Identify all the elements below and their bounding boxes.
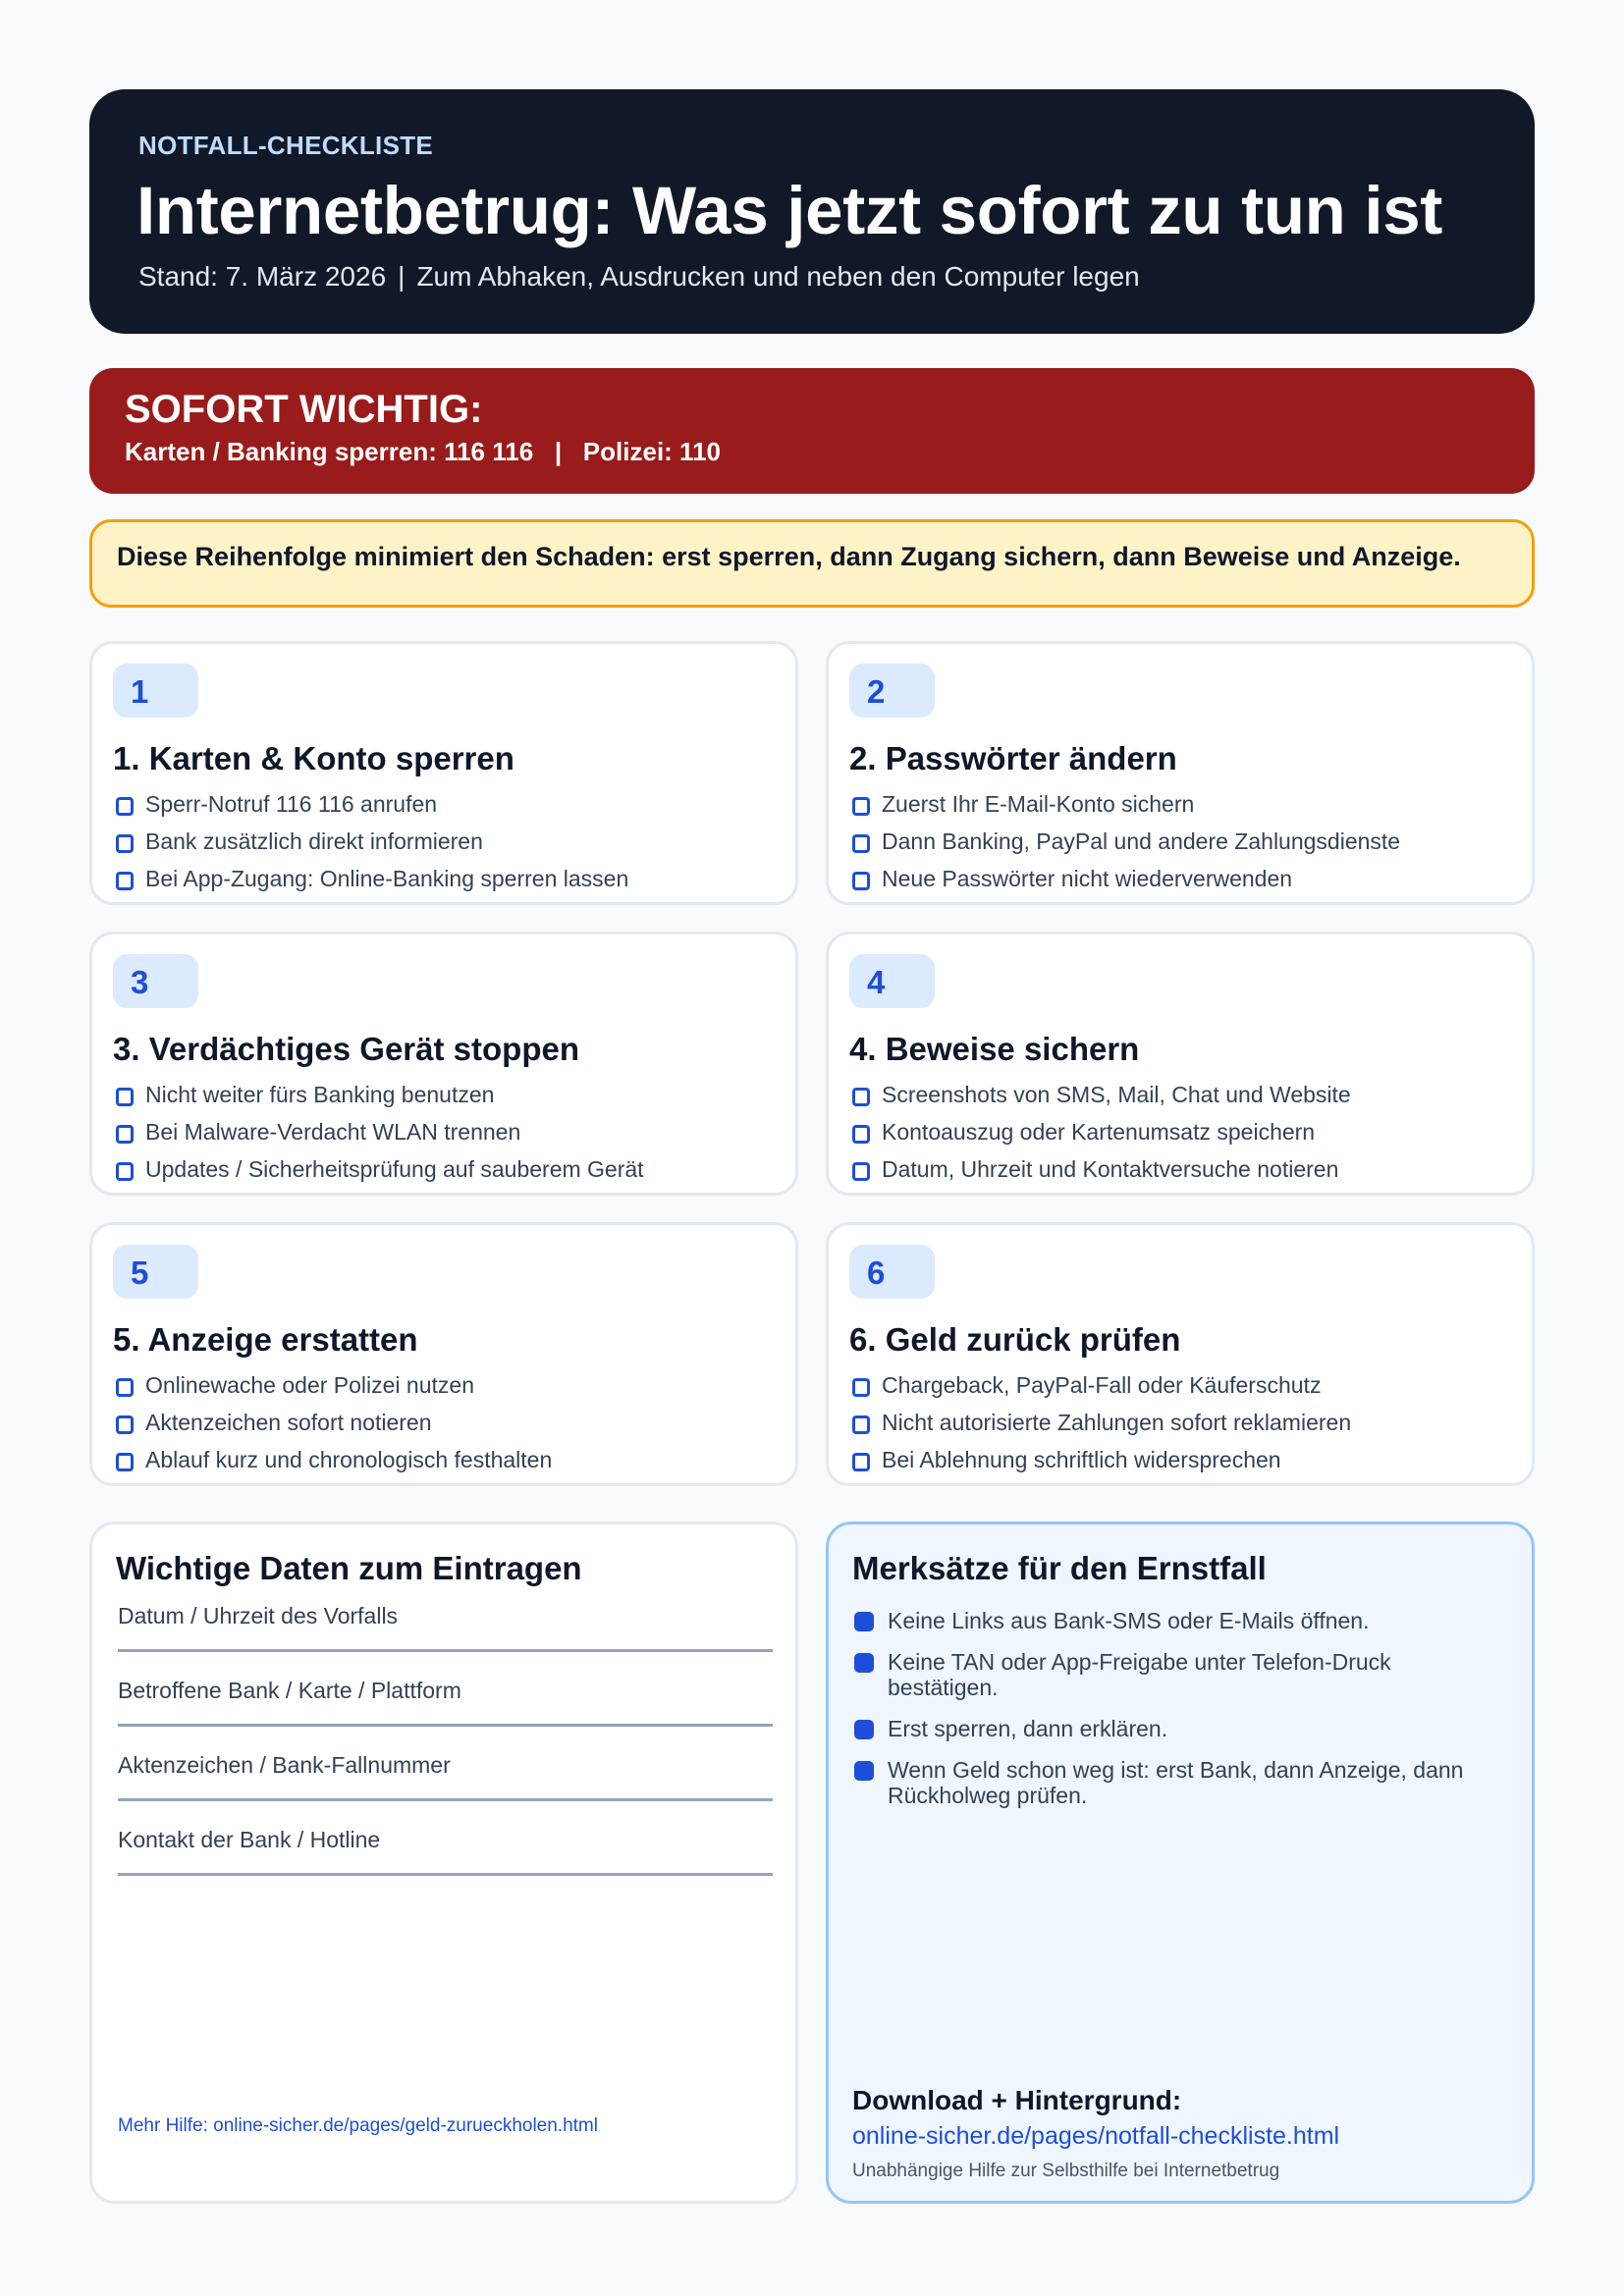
checkbox-icon[interactable] — [116, 872, 134, 890]
step-checklist — [849, 1370, 1351, 1482]
checkbox-icon[interactable] — [116, 1125, 134, 1144]
checkbox-icon[interactable] — [852, 1162, 870, 1181]
header-kicker: NOTFALL-CHECKLISTE — [138, 131, 434, 160]
step-card-1 — [89, 641, 798, 905]
header-subtitle — [138, 261, 1140, 293]
checkbox-icon[interactable] — [116, 1453, 134, 1471]
step-title: 6. Geld zurück prüfen — [849, 1321, 1181, 1358]
checkbox-icon[interactable] — [852, 1125, 870, 1144]
bullet-icon — [854, 1653, 874, 1673]
step-title: 2. Passwörter ändern — [849, 740, 1177, 776]
step-title: 3. Verdächtiges Gerät stoppen — [113, 1031, 579, 1067]
step-number-badge: 2 — [849, 664, 935, 718]
step-card-6 — [826, 1222, 1535, 1486]
tips-panel-title: Merksätze für den Ernstfall — [852, 1550, 1267, 1586]
checklist-item[interactable]: Sperr-Notruf 116 116 anrufen — [113, 789, 628, 827]
help-link[interactable]: Mehr Hilfe: online-sicher.de/pages/geld-zurueckholen.html — [118, 2115, 598, 2136]
subtitle-text: Zum Abhaken, Ausdrucken und neben den Computer legen — [416, 261, 1140, 292]
bullet-icon — [854, 1761, 874, 1781]
step-number-badge: 4 — [849, 954, 935, 1008]
checkbox-icon[interactable] — [116, 834, 134, 853]
field-incident-datetime[interactable]: Datum / Uhrzeit des Vorfalls — [118, 1603, 773, 1652]
checkbox-icon[interactable] — [852, 1378, 870, 1397]
checkbox-icon[interactable] — [852, 797, 870, 816]
step-card-2 — [826, 641, 1535, 905]
step-card-4 — [826, 932, 1535, 1196]
checkbox-icon[interactable] — [852, 1453, 870, 1471]
tip-item: Keine Links aus Bank-SMS oder E-Mails öffnen. — [854, 1608, 1502, 1633]
checklist-item[interactable]: Bei Malware-Verdacht WLAN trennen — [113, 1117, 644, 1154]
checklist-item[interactable]: Nicht autorisierte Zahlungen sofort reklamieren — [849, 1408, 1351, 1445]
checklist-item[interactable]: Kontoauszug oder Kartenumsatz speichern — [849, 1117, 1351, 1154]
bullet-icon — [854, 1612, 874, 1631]
data-panel-title: Wichtige Daten zum Eintragen — [116, 1550, 582, 1586]
tip-item: Keine TAN oder App-Freigabe unter Telefon-Druck bestätigen. — [854, 1649, 1502, 1700]
step-checklist — [113, 789, 628, 901]
tip-item: Wenn Geld schon weg ist: erst Bank, dann Anzeige, dann Rückholweg prüfen. — [854, 1757, 1502, 1808]
checklist-item[interactable]: Nicht weiter fürs Banking benutzen — [113, 1080, 644, 1117]
checklist-item[interactable]: Onlinewache oder Polizei nutzen — [113, 1370, 552, 1408]
bullet-icon — [854, 1720, 874, 1739]
checklist-item[interactable]: Aktenzeichen sofort notieren — [113, 1408, 552, 1445]
checklist-item[interactable]: Neue Passwörter nicht wiederverwenden — [849, 864, 1400, 901]
step-checklist — [849, 789, 1400, 901]
checkbox-icon[interactable] — [852, 1088, 870, 1106]
checkbox-icon[interactable] — [852, 834, 870, 853]
step-checklist — [113, 1080, 644, 1192]
stand-date: Stand: 7. März 2026 — [138, 261, 387, 292]
checkbox-icon[interactable] — [116, 1162, 134, 1181]
checkbox-icon[interactable] — [116, 1088, 134, 1106]
checkbox-icon[interactable] — [116, 1378, 134, 1397]
step-number-badge: 1 — [113, 664, 198, 718]
step-card-3 — [89, 932, 798, 1196]
checklist-item[interactable]: Bei Ablehnung schriftlich widersprechen — [849, 1445, 1351, 1482]
order-notice — [89, 519, 1535, 608]
step-number-badge: 5 — [113, 1245, 198, 1299]
step-title: 1. Karten & Konto sperren — [113, 740, 514, 776]
download-title: Download + Hintergrund: — [852, 2085, 1182, 2115]
separator: | — [398, 261, 406, 292]
step-number-badge: 3 — [113, 954, 198, 1008]
page-title: Internetbetrug: Was jetzt sofort zu tun ist — [136, 173, 1443, 248]
checkbox-icon[interactable] — [116, 1415, 134, 1434]
data-entry-panel — [89, 1522, 798, 2204]
checklist-item[interactable]: Datum, Uhrzeit und Kontaktversuche notieren — [849, 1154, 1351, 1192]
step-card-5 — [89, 1222, 798, 1486]
step-title: 4. Beweise sichern — [849, 1031, 1140, 1067]
tip-item: Erst sperren, dann erklären. — [854, 1716, 1502, 1741]
checklist-item[interactable]: Screenshots von SMS, Mail, Chat und Website — [849, 1080, 1351, 1117]
alert-hotlines: Karten / Banking sperren: 116 116 | Polizei: 110 — [125, 437, 721, 466]
checklist-item[interactable]: Bei App-Zugang: Online-Banking sperren lassen — [113, 864, 628, 901]
checklist-item[interactable]: Chargeback, PayPal-Fall oder Käuferschutz — [849, 1370, 1351, 1408]
alert-title: SOFORT WICHTIG: — [125, 388, 483, 431]
page-header — [89, 89, 1535, 334]
footer-note: Unabhängige Hilfe zur Selbsthilfe bei Internetbetrug — [852, 2161, 1280, 2181]
step-number-badge: 6 — [849, 1245, 935, 1299]
step-title: 5. Anzeige erstatten — [113, 1321, 418, 1358]
checklist-item[interactable]: Bank zusätzlich direkt informieren — [113, 827, 628, 864]
field-affected-bank[interactable]: Betroffene Bank / Karte / Plattform — [118, 1678, 773, 1727]
checklist-item[interactable]: Zuerst Ihr E-Mail-Konto sichern — [849, 789, 1400, 827]
checklist-item[interactable]: Updates / Sicherheitsprüfung auf sauberem Gerät — [113, 1154, 644, 1192]
emergency-alert-banner — [89, 368, 1535, 494]
download-link[interactable]: online-sicher.de/pages/notfall-checkliste.html — [852, 2122, 1340, 2150]
checkbox-icon[interactable] — [852, 872, 870, 890]
checklist-item[interactable]: Dann Banking, PayPal und andere Zahlungsdienste — [849, 827, 1400, 864]
checkbox-icon[interactable] — [116, 797, 134, 816]
step-checklist — [849, 1080, 1351, 1192]
checklist-item[interactable]: Ablauf kurz und chronologisch festhalten — [113, 1445, 552, 1482]
step-checklist — [113, 1370, 552, 1482]
checkbox-icon[interactable] — [852, 1415, 870, 1434]
field-bank-contact[interactable]: Kontakt der Bank / Hotline — [118, 1827, 773, 1876]
tips-panel — [826, 1522, 1535, 2204]
tips-list — [854, 1608, 1502, 1824]
notice-text: Diese Reihenfolge minimiert den Schaden: erst sperren, dann Zugang sichern, dann Beweise und Anzeige. — [117, 542, 1461, 571]
field-case-number[interactable]: Aktenzeichen / Bank-Fallnummer — [118, 1752, 773, 1801]
